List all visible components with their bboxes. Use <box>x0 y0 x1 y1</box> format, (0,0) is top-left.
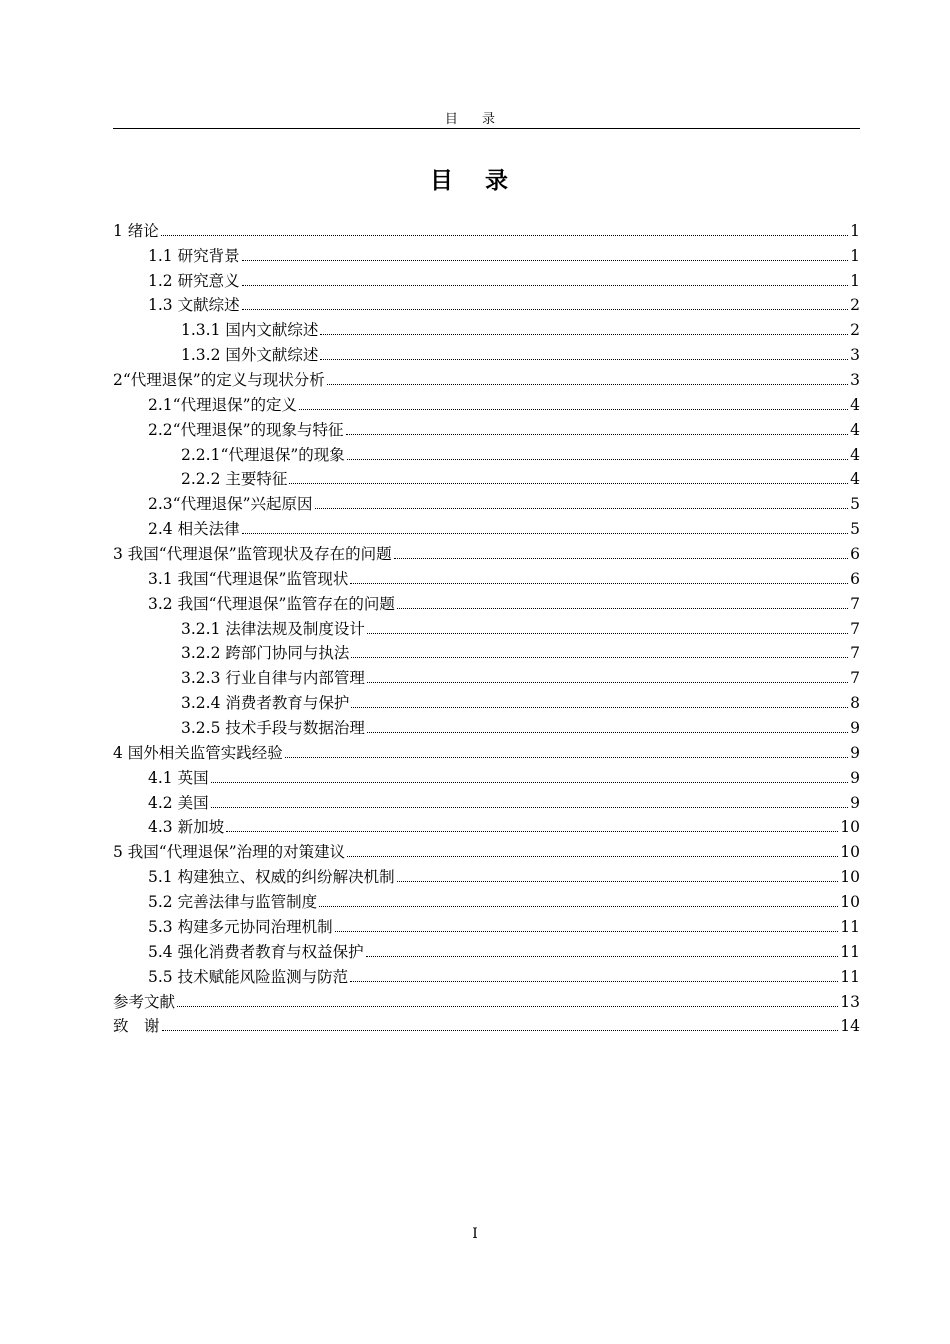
toc-entry-label: 3.2.3 行业自律与内部管理 <box>181 669 365 688</box>
toc-entry-label: 4.3 新加坡 <box>148 818 225 837</box>
toc-entry-label: 3 我国“代理退保”监管现状及存在的问题 <box>113 545 392 564</box>
dot-leader <box>335 930 839 932</box>
toc-entry[interactable] <box>113 616 860 641</box>
toc-entry-page: 3 <box>850 346 860 365</box>
toc-entry-label: 2.2.2 主要特征 <box>181 470 288 489</box>
toc-entry-label: 5.5 技术赋能风险监测与防范 <box>148 967 349 986</box>
toc-entry-page: 6 <box>850 569 860 588</box>
toc-entry-label: 致 谢 <box>113 1017 160 1036</box>
toc-entry-page: 2 <box>850 321 860 340</box>
toc-entry-label: 4 国外相关监管实践经验 <box>113 743 283 762</box>
toc-entry[interactable] <box>113 342 860 367</box>
toc-entry-label: 2.2“代理退保”的现象与特征 <box>148 420 344 439</box>
toc-entry[interactable] <box>113 218 860 243</box>
page-title: 目 录 <box>429 168 520 194</box>
toc-entry-page: 13 <box>840 992 860 1011</box>
toc-entry[interactable] <box>113 1014 860 1039</box>
toc-entry-label: 3.2.4 消费者教育与保护 <box>181 694 350 713</box>
toc-entry-page: 10 <box>840 868 860 887</box>
dot-leader <box>351 656 848 658</box>
toc-entry-label: 3.2.2 跨部门协同与执法 <box>181 644 350 663</box>
dot-leader <box>351 706 848 708</box>
toc-entry-page: 1 <box>850 221 860 240</box>
toc-entry[interactable] <box>113 317 860 342</box>
toc-entry-label: 5.4 强化消费者教育与权益保护 <box>148 942 364 961</box>
toc-entry[interactable] <box>113 243 860 268</box>
dot-leader <box>367 681 848 683</box>
dot-leader <box>347 855 838 857</box>
toc-entry[interactable] <box>113 641 860 666</box>
toc-entry-label: 3.1 我国“代理退保”监管现状 <box>148 569 349 588</box>
toc-entry[interactable] <box>113 839 860 864</box>
toc-entry[interactable] <box>113 665 860 690</box>
toc-entry-label: 5 我国“代理退保”治理的对策建议 <box>113 843 346 862</box>
toc-entry-label: 4.1 英国 <box>148 768 209 787</box>
toc-entry[interactable] <box>113 889 860 914</box>
toc-entry-label: 4.2 美国 <box>148 793 209 812</box>
toc-entry-page: 7 <box>850 644 860 663</box>
toc-entry[interactable] <box>113 367 860 392</box>
dot-leader <box>226 830 838 832</box>
toc-entry-label: 2.4 相关法律 <box>148 520 240 539</box>
page-number: I <box>472 1226 478 1242</box>
dot-leader <box>350 582 848 584</box>
toc-entry[interactable] <box>113 541 860 566</box>
toc-entry-page: 6 <box>850 545 860 564</box>
toc-entry-page: 4 <box>850 395 860 414</box>
toc-entry-page: 2 <box>850 296 860 315</box>
toc-entry-page: 9 <box>850 743 860 762</box>
toc-entry[interactable] <box>113 417 860 442</box>
toc-entry-page: 7 <box>850 619 860 638</box>
toc-entry-page: 7 <box>850 594 860 613</box>
toc-entry[interactable] <box>113 715 860 740</box>
toc-entry-page: 9 <box>850 768 860 787</box>
toc-entry-label: 1.1 研究背景 <box>148 246 240 265</box>
toc-entry-page: 14 <box>840 1017 860 1036</box>
toc-entry-page: 9 <box>850 719 860 738</box>
dot-leader <box>350 980 838 982</box>
toc-entry-label: 1.2 研究意义 <box>148 271 240 290</box>
dot-leader <box>347 458 848 460</box>
toc-entry-label: 1.3 文献综述 <box>148 296 240 315</box>
toc-entry-label: 2.3“代理退保”兴起原因 <box>148 495 313 514</box>
toc-entry[interactable] <box>113 392 860 417</box>
toc-entry[interactable] <box>113 815 860 840</box>
toc-entry[interactable] <box>113 964 860 989</box>
toc-entry-page: 5 <box>850 495 860 514</box>
dot-leader <box>394 557 848 559</box>
toc-entry[interactable] <box>113 516 860 541</box>
toc-entry[interactable] <box>113 740 860 765</box>
dot-leader <box>346 433 849 435</box>
toc-entry-page: 10 <box>840 818 860 837</box>
toc-entry[interactable] <box>113 442 860 467</box>
toc-entry-page: 11 <box>840 942 860 961</box>
dot-leader <box>319 905 838 907</box>
dot-leader <box>161 234 848 236</box>
toc-entry-label: 1.3.1 国内文献综述 <box>181 321 319 340</box>
toc-entry-page: 10 <box>840 893 860 912</box>
toc-entry[interactable] <box>113 939 860 964</box>
toc-entry-label: 1 绪论 <box>113 221 159 240</box>
dot-leader <box>211 806 849 808</box>
dot-leader <box>320 333 848 335</box>
toc-entry[interactable] <box>113 268 860 293</box>
toc-entry-page: 4 <box>850 470 860 489</box>
toc-entry[interactable] <box>113 566 860 591</box>
toc-entry-page: 7 <box>850 669 860 688</box>
toc-entry[interactable] <box>113 491 860 516</box>
dot-leader <box>211 781 849 783</box>
dot-leader <box>285 756 848 758</box>
toc-entry-page: 9 <box>850 793 860 812</box>
toc-entry[interactable] <box>113 690 860 715</box>
toc-entry-label: 5.2 完善法律与监管制度 <box>148 893 318 912</box>
toc-entry-label: 5.3 构建多元协同治理机制 <box>148 917 333 936</box>
dot-leader <box>242 308 849 310</box>
toc-entry-page: 4 <box>850 445 860 464</box>
toc-entry-page: 11 <box>840 967 860 986</box>
dot-leader <box>242 284 849 286</box>
toc-entry-label: 2.1“代理退保”的定义 <box>148 395 297 414</box>
toc-entry-label: 3.2.1 法律法规及制度设计 <box>181 619 365 638</box>
dot-leader <box>242 259 849 261</box>
dot-leader <box>177 1005 838 1007</box>
dot-leader <box>367 731 848 733</box>
toc-entry-label: 2.2.1“代理退保”的现象 <box>181 445 345 464</box>
dot-leader <box>162 1029 839 1031</box>
dot-leader <box>367 632 848 634</box>
dot-leader <box>315 507 849 509</box>
toc-entry-label: 参考文献 <box>113 992 176 1011</box>
dot-leader <box>327 383 848 385</box>
dot-leader <box>289 482 848 484</box>
toc-entry-page: 3 <box>850 371 860 390</box>
toc-entry[interactable] <box>113 790 860 815</box>
dot-leader <box>320 358 848 360</box>
table-of-contents <box>113 218 860 1038</box>
toc-entry[interactable] <box>113 467 860 492</box>
toc-entry-label: 1.3.2 国外文献综述 <box>181 346 319 365</box>
dot-leader <box>242 532 849 534</box>
dot-leader <box>397 607 848 609</box>
toc-entry[interactable] <box>113 989 860 1014</box>
toc-entry-label: 3.2 我国“代理退保”监管存在的问题 <box>148 594 395 613</box>
toc-entry[interactable] <box>113 591 860 616</box>
dot-leader <box>299 408 848 410</box>
toc-entry-page: 11 <box>840 917 860 936</box>
toc-entry-page: 1 <box>850 271 860 290</box>
toc-entry-label: 3.2.5 技术手段与数据治理 <box>181 719 365 738</box>
toc-entry[interactable] <box>113 864 860 889</box>
toc-entry[interactable] <box>113 914 860 939</box>
toc-entry-page: 10 <box>840 843 860 862</box>
toc-entry-label: 2“代理退保”的定义与现状分析 <box>113 371 325 390</box>
toc-entry-label: 5.1 构建独立、权威的纠纷解决机制 <box>148 868 395 887</box>
dot-leader <box>397 880 839 882</box>
toc-entry-page: 5 <box>850 520 860 539</box>
dot-leader <box>366 955 839 957</box>
toc-entry-page: 4 <box>850 420 860 439</box>
toc-entry-page: 1 <box>850 246 860 265</box>
toc-entry-page: 8 <box>850 694 860 713</box>
header-rule <box>113 128 860 129</box>
toc-entry[interactable] <box>113 293 860 318</box>
running-header: 目 录 <box>444 112 506 127</box>
toc-entry[interactable] <box>113 765 860 790</box>
